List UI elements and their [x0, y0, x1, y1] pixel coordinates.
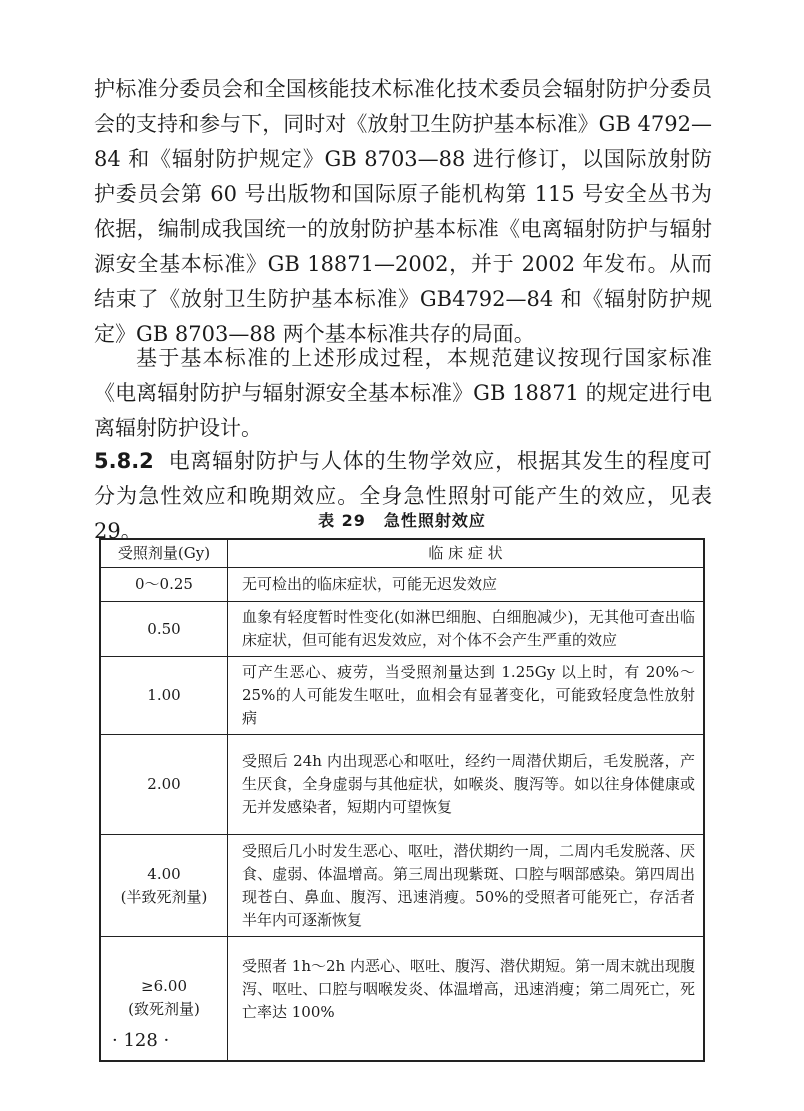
dose-value: ≥6.00	[141, 977, 187, 996]
dose-cell	[100, 735, 228, 835]
page-number: · 128 ·	[112, 1030, 170, 1051]
header-symptom: 临 床 症 状	[228, 539, 705, 568]
symptom-top-gap	[242, 941, 695, 955]
symptom-cell: 受照后几小时发生恶心、呕吐，潜伏期约一周，二周内毛发脱落、厌食、虚弱、体温增高。第三周出现紫斑、口腔与咽部感染。第四周出现苍白、鼻血、腹泻、迅速消瘦。50%的受照者可能死亡，存活者半年内可逐渐恢复	[228, 835, 705, 937]
dose-cell	[100, 835, 228, 937]
section-text: 电离辐射防护与人体的生物学效应，根据其发生的程度可分为急性效应和晚期效应。全身急性照射可能产生的效应，见表 29。	[94, 449, 712, 543]
dose-value: 4.00	[147, 864, 181, 883]
dose-note: (致死剂量)	[128, 1000, 200, 1019]
dose-cell	[100, 602, 228, 657]
dose-cell	[100, 657, 228, 735]
dose-note: (半致死剂量)	[120, 887, 208, 906]
body-paragraph-2: 基于基本标准的上述形成过程，本规范建议按现行国家标准《电离辐射防护与辐射源安全基本标准》GB 18871 的规定进行电离辐射防护设计。	[94, 346, 712, 440]
table-row	[100, 937, 704, 1061]
table-caption-title: 急性照射效应	[383, 511, 486, 530]
dose-value: 0.50	[147, 619, 181, 638]
symptom-cell	[228, 937, 705, 1061]
symptom-cell: 血象有轻度暂时性变化(如淋巴细胞、白细胞减少)，无其他可查出临床症状，但可能有迟发效应，对个体不会产生严重的效应	[228, 602, 705, 657]
dose-cell	[100, 568, 228, 602]
table-row	[100, 835, 704, 937]
table-caption	[0, 508, 804, 531]
table-row	[100, 657, 704, 735]
dose-value: 1.00	[147, 686, 181, 704]
table-row	[100, 735, 704, 835]
table-caption-number: 表 29	[318, 511, 366, 530]
dose-value: 2.00	[147, 775, 181, 793]
dose-value: 0～0.25	[135, 575, 193, 593]
table-row	[100, 602, 704, 657]
section-number: 5.8.2	[94, 449, 154, 473]
symptom-cell: 受照后 24h 内出现恶心和呕吐，经约一周潜伏期后，毛发脱落，产生厌食，全身虚弱与其他症状，如喉炎、腹泻等。如以往身体健康或无并发感染者，短期内可望恢复	[228, 735, 705, 835]
body-paragraph-1: 护标准分委员会和全国核能技术标准化技术委员会辐射防护分委员会的支持和参与下，同时对《放射卫生防护基本标准》GB 4792—84 和《辐射防护规定》GB 8703—88 进行修订，以国际放射防护委员会第 60 号出版物和国际原子能机构第 115 号安全丛书为依据，编制成我国统一的放射防护基本标准《电离辐射防护与辐射源安全基本标准》GB 18871—2002，并于 2002 年发布。从而结束了《放射卫生防护基本标准》GB4792—84 和《辐射防护规定》GB 8703—88 两个基本标准共存的局面。	[94, 77, 712, 346]
section-5-8-2	[94, 444, 712, 549]
symptom-cell: 无可检出的临床症状，可能无迟发效应	[228, 568, 705, 602]
symptom-cell: 可产生恶心、疲劳，当受照剂量达到 1.25Gy 以上时，有 20%～25%的人可能发生呕吐，血相会有显著变化，可能致轻度急性放射病	[228, 657, 705, 735]
header-dose: 受照剂量(Gy)	[100, 539, 228, 568]
table-row	[100, 568, 704, 602]
symptom-text: 受照者 1h～2h 内恶心、呕吐、腹泻、潜伏期短。第一周末就出现腹泻、呕吐、口腔与咽喉发炎、体温增高，迅速消瘦；第二周死亡，死亡率达 100%	[242, 957, 695, 1021]
acute-exposure-table	[99, 538, 705, 1062]
table-header-row	[100, 539, 704, 568]
